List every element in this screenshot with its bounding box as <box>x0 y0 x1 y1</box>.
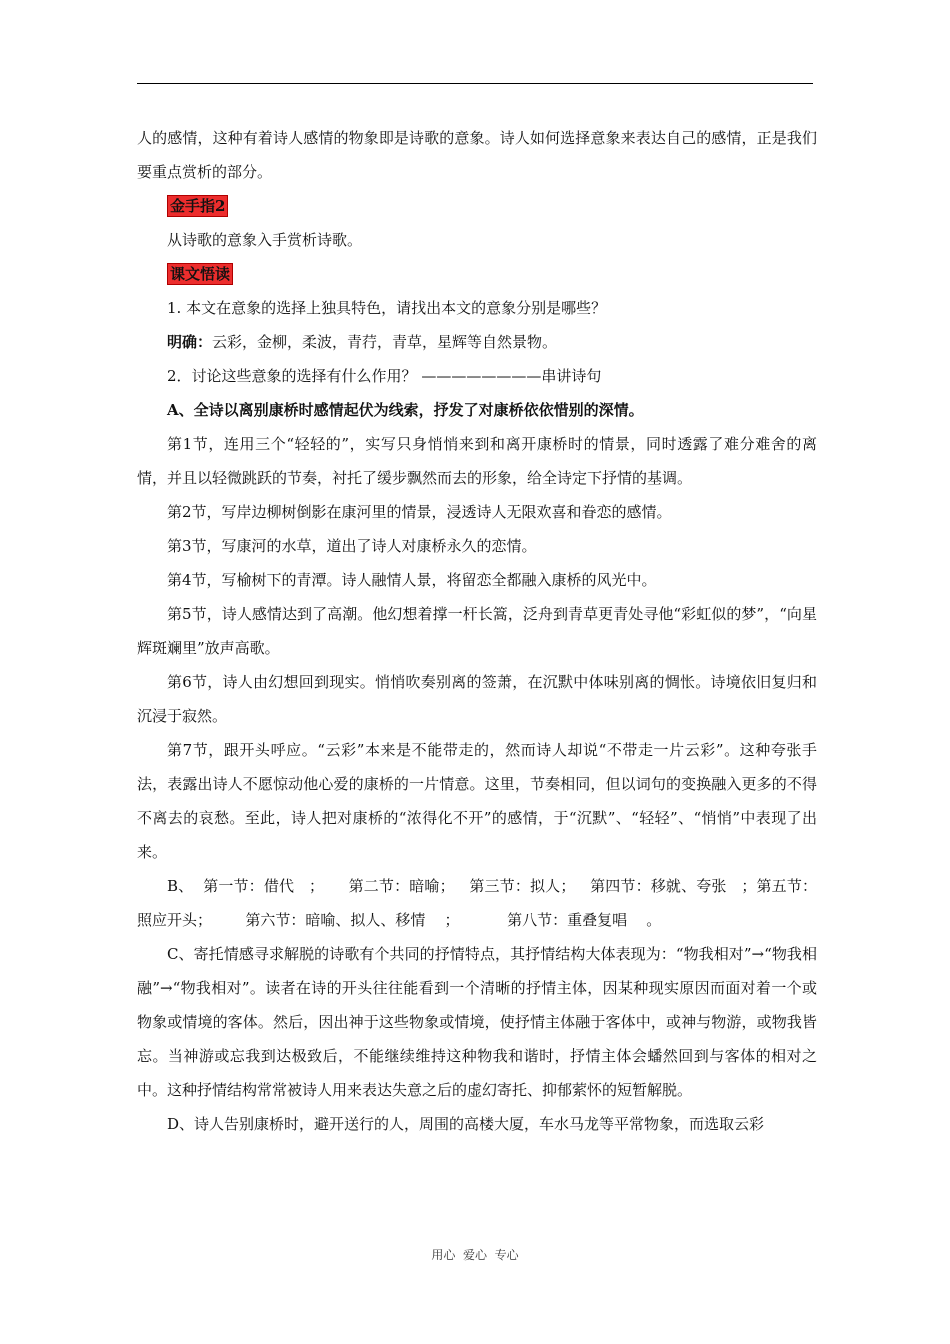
stanza-note-6: 第6节，诗人由幻想回到现实。悄悄吹奏别离的签萧，在沉默中体味别离的惆怅。诗境依旧复归和沉浸于寂然。 <box>137 673 817 725</box>
answer-text: 云彩，金柳，柔波，青荇，青草，星辉等自然景物。 <box>212 333 558 351</box>
question-1: 1. 本文在意象的选择上独具特色，请找出本文的意象分别是哪些？ <box>167 299 607 317</box>
stanza-note-3: 第3节，写康河的水草，道出了诗人对康桥永久的恋情。 <box>167 537 537 555</box>
stanza-note-4: 第4节，写榆树下的青潭。诗人融情人景，将留恋全都融入康桥的风光中。 <box>167 571 657 589</box>
document-body <box>137 121 817 1141</box>
section-heading-golden-finger <box>137 189 817 223</box>
answer-1 <box>137 325 817 359</box>
heading-tag: 金手指2 <box>167 195 228 217</box>
stanza-note-7: 第7节，跟开头呼应。“云彩”本来是不能带走的，然而诗人却说“不带走一片云彩”。这种夸张手法，表露出诗人不愿惊动他心爱的康桥的一片情意。这里，节奏相同，但以词句的变换融入更多的不得不离去的哀愁。至此，诗人把对康桥的“浓得化不开”的感情，于“沉默”、“轻轻”、“悄悄”中表现了出来。 <box>137 741 817 861</box>
point-d: D、诗人告别康桥时，避开送行的人，周围的高楼大厦，车水马龙等平常物象，而选取云彩 <box>167 1115 765 1133</box>
point-b: B、 第一节：借代 ； 第二节：暗喻； 第三节：拟人； 第四节：移就、夸张 ；第五节：照应开头； 第六节：暗喻、拟人、移情 ； 第八节：重叠复唱 。 <box>137 877 817 929</box>
answer-label: 明确： <box>167 333 213 351</box>
paragraph-golden-finger: 从诗歌的意象入手赏析诗歌。 <box>167 231 363 249</box>
point-a: A、全诗以离别康桥时感情起伏为线索，抒发了对康桥依依惜别的深情。 <box>167 401 644 419</box>
stanza-note-2: 第2节，写岸边柳树倒影在康河里的情景，浸透诗人无限欢喜和眷恋的感情。 <box>167 503 672 521</box>
stanza-note-5: 第5节，诗人感情达到了高潮。他幻想着撑一杆长篙，泛舟到青草更青处寻他“彩虹似的梦”，“向星辉斑斓里”放声高歌。 <box>137 605 817 657</box>
question-2: 2．讨论这些意象的选择有什么作用？ ————————串讲诗句 <box>167 367 602 385</box>
stanza-note-1: 第1节，连用三个“轻轻的”，实写只身悄悄来到和离开康桥时的情景，同时透露了难分难舍的离情，并且以轻微跳跃的节奏，衬托了缓步飘然而去的形象，给全诗定下抒情的基调。 <box>137 435 817 487</box>
header-rule <box>137 83 813 84</box>
page-footer: 用心 爱心 专心 <box>431 1248 519 1262</box>
paragraph-intro: 人的感情，这种有着诗人感情的物象即是诗歌的意象。诗人如何选择意象来表达自己的感情，正是我们要重点赏析的部分。 <box>137 129 817 181</box>
point-c: C、寄托情感寻求解脱的诗歌有个共同的抒情特点，其抒情结构大体表现为：“物我相对”→“物我相融”→“物我相对”。读者在诗的开头往往能看到一个清晰的抒情主体，因某种现实原因而面对着一个或物象或情境的客体。然后，因出神于这些物象或情境，使抒情主体融于客体中，或神与物游，或物我皆忘。当神游或忘我到达极致后，不能继续维持这种物我和谐时，抒情主体会蟠然回到与客体的相对之中。这种抒情结构常常被诗人用来表达失意之后的虚幻寄托、抑郁萦怀的短暂解脱。 <box>137 945 817 1099</box>
heading-tag: 课文悟读 <box>167 263 233 285</box>
section-heading-reading <box>137 257 817 291</box>
